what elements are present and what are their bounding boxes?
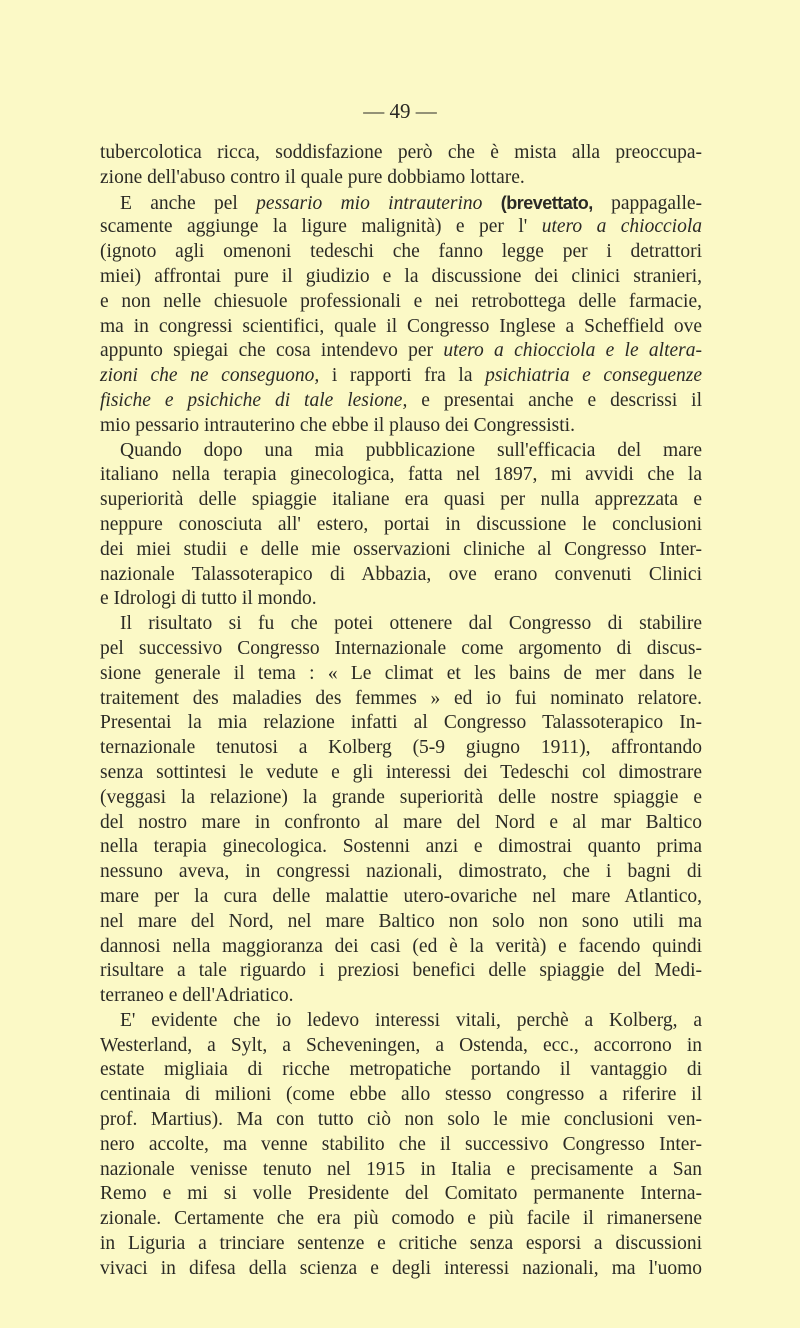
text-segment: estate migliaia di ricche metropatiche portando il vantaggio di: [100, 1059, 702, 1081]
text-line: [100, 439, 702, 464]
bold-text: (brevettato,: [500, 192, 593, 213]
body-text: [100, 141, 702, 1282]
text-segment: nessuno aveva, in congressi nazionali, dimostrato, che i bagni di: [100, 861, 702, 883]
text-segment: neppure conosciuta all' estero, portai in discussione le conclusioni: [100, 513, 702, 535]
text-line: [100, 761, 702, 786]
italic-text: zioni che ne conseguono,: [100, 365, 320, 387]
text-segment: zionale. Certamente che era più comodo e più facile il rimanersene: [100, 1208, 702, 1230]
text-line: [100, 1207, 702, 1232]
text-segment: prof. Martius). Ma con tutto ciò non solo le mie conclusioni ven-: [100, 1109, 702, 1131]
text-segment: superiorità delle spiaggie italiane era quasi per nulla apprezzata e: [100, 489, 702, 511]
italic-text: utero a chiocciola e le altera-: [443, 340, 702, 362]
text-segment: traitement des maladies des femmes » ed io fui nominato relatore.: [100, 687, 702, 709]
text-line: [100, 215, 702, 240]
text-line: [100, 364, 702, 389]
italic-text: utero a chiocciola: [541, 216, 702, 238]
text-line: [100, 1009, 702, 1034]
text-segment: nazionale venisse tenuto nel 1915 in Italia e precisamente a San: [100, 1158, 702, 1180]
text-line: [100, 513, 702, 538]
text-line: [100, 339, 702, 364]
text-line: [100, 191, 702, 216]
text-segment: terraneo e dell'Adriatico.: [100, 985, 294, 1007]
text-line: [100, 488, 702, 513]
text-segment: nero accolte, ma venne stabilito che il successivo Congresso Inter-: [100, 1133, 702, 1155]
text-line: [100, 1158, 702, 1183]
text-segment: mio pessario intrauterino che ebbe il plauso dei Congressisti.: [100, 414, 575, 436]
text-line: [100, 885, 702, 910]
text-segment: vivaci in difesa della scienza e degli interessi nazionali, ma l'uomo: [100, 1257, 702, 1279]
text-line: [100, 1034, 702, 1059]
text-segment: zione dell'abuso contro il quale pure dobbiamo lottare.: [100, 166, 525, 188]
text-line: [100, 662, 702, 687]
text-line: [100, 612, 702, 637]
text-segment: (ignoto agli omenoni tedeschi che fanno legge per i detrattori: [100, 241, 702, 263]
text-segment: senza sottintesi le vedute e gli interessi dei Tedeschi col dimostrare: [100, 761, 702, 783]
text-segment: nazionale Talassoterapico di Abbazia, ove erano convenuti Clinici: [100, 563, 702, 585]
text-segment: e Idrologi di tutto il mondo.: [100, 588, 317, 610]
text-line: [100, 414, 702, 439]
text-segment: centinaia di milioni (come ebbe allo stesso congresso a riferire il: [100, 1084, 702, 1106]
text-segment: pappagalle-: [592, 192, 703, 214]
text-line: [100, 290, 702, 315]
text-line: [100, 736, 702, 761]
text-line: [100, 463, 702, 488]
text-line: [100, 1108, 702, 1133]
text-line: [100, 1232, 702, 1257]
text-line: [100, 860, 702, 885]
text-segment: sione generale il tema : « Le climat et les bains de mer dans le: [100, 662, 702, 684]
text-segment: dei miei studii e delle mie osservazioni cliniche al Congresso Inter-: [100, 538, 702, 560]
page-number: — 49 —: [363, 99, 437, 123]
text-line: [100, 1257, 702, 1282]
text-line: [100, 141, 702, 166]
text-line: [100, 1182, 702, 1207]
text-line: [100, 687, 702, 712]
italic-text: fisiche e psichiche di tale lesione,: [100, 389, 408, 411]
text-line: [100, 1083, 702, 1108]
text-segment: miei) affrontai pure il giudizio e la discussione dei clinici stranieri,: [100, 265, 702, 287]
text-segment: dannosi nella maggioranza dei casi (ed è la verità) e facendo quindi: [100, 935, 702, 957]
text-segment: mare per la cura delle malattie utero-ovariche nel mare Atlantico,: [100, 885, 702, 907]
text-segment: tubercolotica ricca, soddisfazione però che è mista alla preoccupa-: [100, 142, 702, 163]
text-line: [100, 811, 702, 836]
text-segment: risultare a tale riguardo i preziosi benefici delle spiaggie del Medi-: [100, 960, 702, 982]
text-segment: italiano nella terapia ginecologica, fatta nel 1897, mi avvidi che la: [100, 464, 702, 486]
text-segment: scamente aggiunge la ligure malignità) e per l': [100, 216, 542, 238]
text-line: [100, 935, 702, 960]
text-line: [100, 711, 702, 736]
text-line: [100, 835, 702, 860]
italic-text: psichiatria e conseguenze: [485, 365, 702, 387]
text-line: [100, 1058, 702, 1083]
text-segment: E' evidente che io ledevo interessi vitali, perchè a Kolberg, a: [120, 1009, 702, 1031]
text-segment: nella terapia ginecologica. Sostenni anzi e dimostrai quanto prima: [100, 836, 702, 858]
text-segment: del nostro mare in confronto al mare del Nord e al mar Baltico: [100, 811, 702, 833]
text-segment: Il risultato si fu che potei ottenere dal Congresso di stabilire: [120, 613, 702, 635]
text-segment: Quando dopo una mia pubblicazione sull'efficacia del mare: [120, 439, 702, 461]
text-segment: Presentai la mia relazione infatti al Congresso Talassoterapico In-: [100, 712, 702, 734]
text-segment: pel successivo Congresso Internazionale come argomento di discus-: [100, 637, 702, 659]
text-line: [100, 1133, 702, 1158]
text-line: [100, 563, 702, 588]
text-segment: e presentai anche e descrissi il: [407, 389, 702, 411]
text-line: [100, 166, 702, 191]
text-segment: [482, 193, 500, 214]
text-segment: ma in congressi scientifici, quale il Congresso Inglese a Scheffield ove: [100, 315, 702, 337]
text-line: [100, 959, 702, 984]
text-segment: Westerland, a Sylt, a Scheveningen, a Ostenda, ecc., accorrono in: [100, 1034, 702, 1056]
text-line: [100, 538, 702, 563]
text-segment: E anche pel: [120, 192, 257, 214]
text-line: [100, 910, 702, 935]
text-segment: nel mare del Nord, nel mare Baltico non solo non sono utili ma: [100, 910, 702, 932]
text-line: [100, 389, 702, 414]
text-segment: e non nelle chiesuole professionali e nei retrobottega delle farmacie,: [100, 290, 702, 312]
text-segment: (veggasi la relazione) la grande superiorità delle nostre spiaggie e: [100, 786, 702, 808]
text-segment: ternazionale tenutosi a Kolberg (5-9 giugno 1911), affrontando: [100, 737, 702, 759]
text-segment: appunto spiegai che cosa intendevo per: [100, 340, 444, 362]
text-segment: Remo e mi si volle Presidente del Comitato permanente Interna-: [100, 1183, 702, 1205]
text-segment: i rapporti fra la: [319, 365, 486, 387]
text-segment: in Liguria a trinciare sentenze e critiche senza esporsi a discussioni: [100, 1233, 702, 1255]
text-line: [100, 587, 702, 612]
text-line: [100, 637, 702, 662]
text-line: [100, 984, 702, 1009]
text-line: [100, 315, 702, 340]
text-line: [100, 786, 702, 811]
text-line: [100, 265, 702, 290]
italic-text: pessario mio intrauterino: [256, 192, 483, 214]
text-line: [100, 240, 702, 265]
